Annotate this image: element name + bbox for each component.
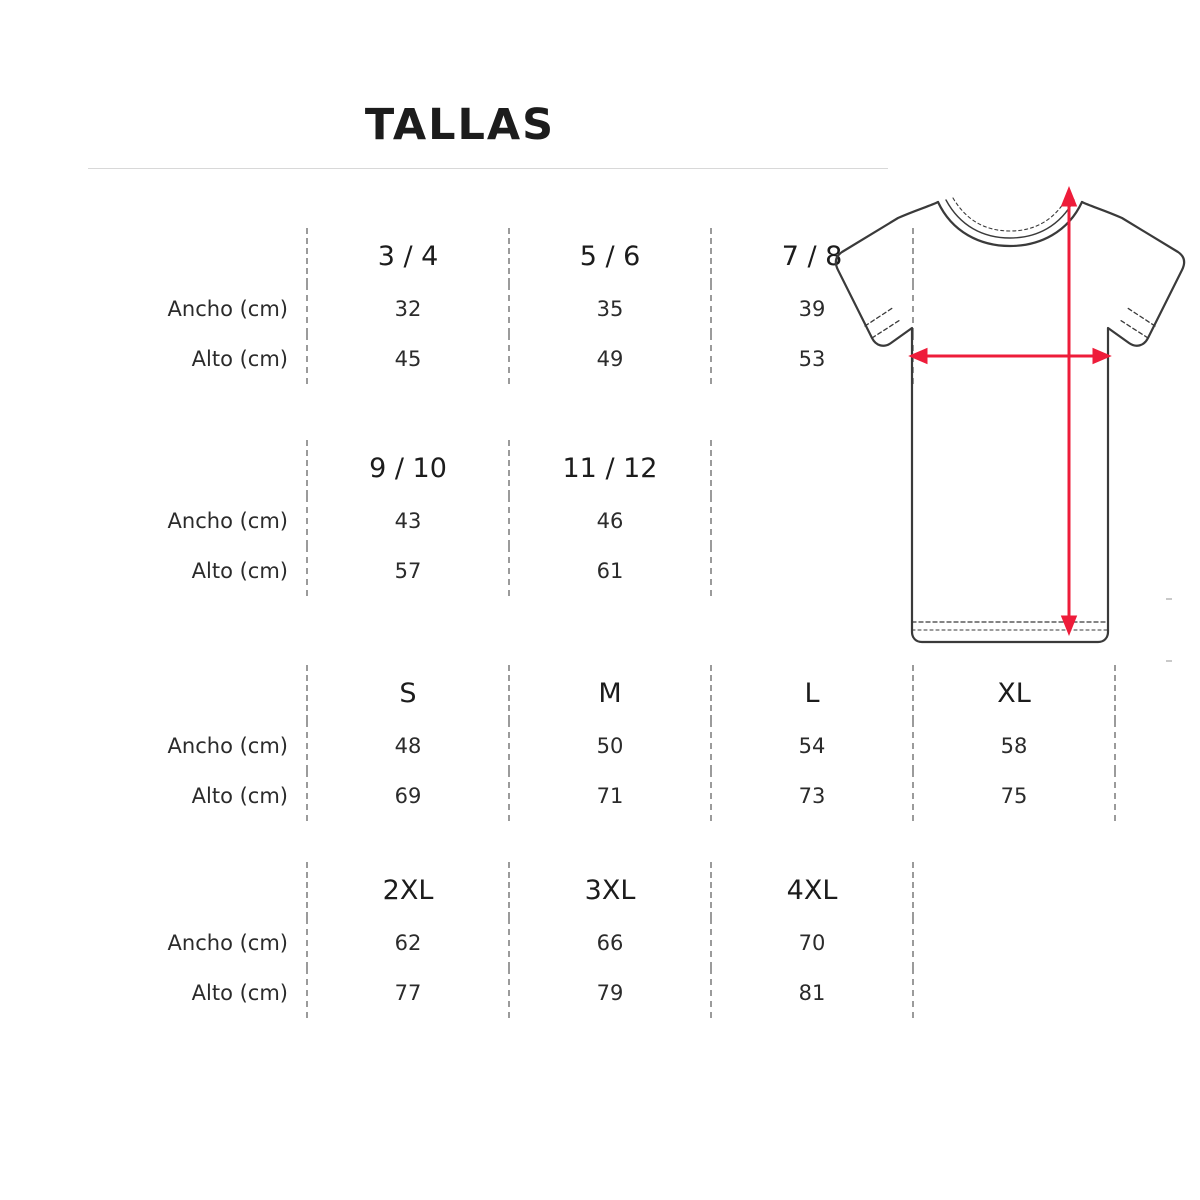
cell-alto-0: 57 [307,546,509,596]
cell-alto-2: 81 [711,968,913,1018]
table-header-row [88,862,913,918]
table-row [88,968,913,1018]
cell-alto-0: 69 [307,771,509,821]
tshirt-illustration [820,160,1200,680]
cell-ancho-3: 58 [913,721,1115,771]
cell-ancho-1: 66 [509,918,711,968]
size-table [88,862,914,1018]
col-header-0: S [307,665,509,721]
page-title: TALLAS [364,100,556,150]
cell-ancho-1: 35 [509,284,711,334]
col-header-2: 4XL [711,862,913,918]
col-header-0: 2XL [307,862,509,918]
cell-ancho-0: 32 [307,284,509,334]
size-block-kids-large [88,440,898,596]
header-spacer [88,440,307,496]
table-header-row [88,228,913,284]
cell-alto-2: 53 [711,334,913,384]
header-spacer [88,862,307,918]
table-row [88,334,913,384]
cell-ancho-2: 39 [711,284,913,334]
table-row [88,546,912,596]
cell-alto-1: 49 [509,334,711,384]
row-label-ancho: Ancho (cm) [167,931,288,955]
col-header-1: M [509,665,711,721]
cell-ancho-2: 70 [711,918,913,968]
row-label-ancho: Ancho (cm) [167,509,288,533]
col-header-2: L [711,665,913,721]
cell-ancho-1: 46 [509,496,711,546]
size-block-kids-small [88,228,898,384]
cell-ancho-1: 50 [509,721,711,771]
cell-alto-1: 61 [509,546,711,596]
table-row [88,721,1115,771]
col-header-0: 3 / 4 [307,228,509,284]
cell-ancho-0: 43 [307,496,509,546]
col-header-1: 3XL [509,862,711,918]
size-block-plus [88,862,898,1018]
edge-mark-1 [1166,598,1172,600]
table-row [88,496,912,546]
header-spacer [88,665,307,721]
cell-alto-1: 79 [509,968,711,1018]
cell-alto-1: 71 [509,771,711,821]
row-label-ancho: Ancho (cm) [167,297,288,321]
size-block-adult [88,665,1098,821]
table-header-row [88,440,912,496]
col-header-1: 11 / 12 [509,440,711,496]
cell-ancho-2: 54 [711,721,913,771]
row-label-alto: Alto (cm) [191,559,288,583]
cell-ancho-0: 62 [307,918,509,968]
table-row [88,771,1115,821]
title-divider [88,168,888,169]
cell-alto-3: 75 [913,771,1115,821]
table-row [88,284,913,334]
col-header-1: 5 / 6 [509,228,711,284]
table-row [88,918,913,968]
col-header-0: 9 / 10 [307,440,509,496]
row-label-ancho: Ancho (cm) [167,734,288,758]
cell-ancho-0: 48 [307,721,509,771]
col-header-3: XL [913,665,1115,721]
size-table [88,665,1116,821]
row-label-alto: Alto (cm) [191,784,288,808]
header-spacer [88,228,307,284]
measure-arrows [912,190,1108,632]
cell-alto-0: 45 [307,334,509,384]
size-table [88,440,912,596]
cell-alto-0: 77 [307,968,509,1018]
edge-mark-2 [1166,660,1172,662]
cell-alto-2: 73 [711,771,913,821]
row-label-alto: Alto (cm) [191,981,288,1005]
col-header-2: 7 / 8 [711,228,913,284]
row-label-alto: Alto (cm) [191,347,288,371]
size-table [88,228,914,384]
